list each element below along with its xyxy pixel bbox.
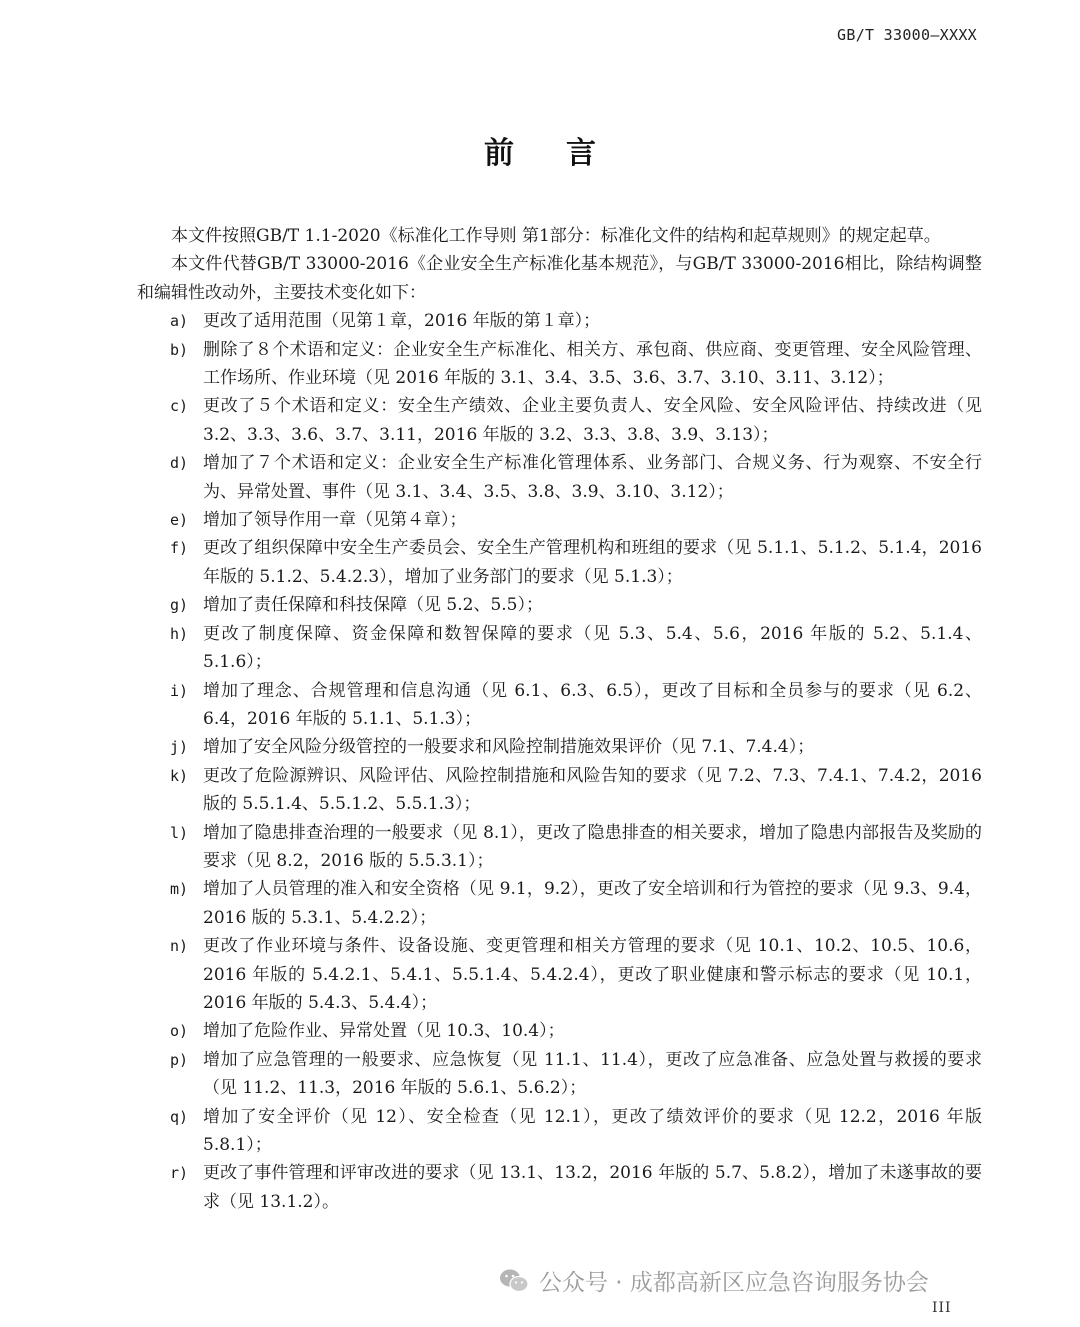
list-item-text: 更改了作业环境与条件、设备设施、变更管理和相关方管理的要求（见 10.1、10.2、10.5、10.6，2016 年版的 5.4.2.1、5.4.1、5.5.1.4、5.4.2.4），更改了职业健康和警示标志的要求（见 10.1，2016 年版的 5.4.3、5.4.4）； [203,936,982,1013]
list-item [137,534,982,591]
list-item [137,307,982,335]
list-item [137,819,982,876]
list-item-text: 删除了８个术语和定义：企业安全生产标准化、相关方、承包商、供应商、变更管理、安全风险管理、工作场所、作业环境（见 2016 年版的 3.1、3.4、3.5、3.6、3.7、3.10、3.11、3.12）； [203,339,982,389]
list-item [137,762,982,819]
list-item [137,392,982,449]
list-item [137,733,982,761]
list-item-text: 增加了理念、合规管理和信息沟通（见 6.1、6.3、6.5），更改了目标和全员参与的要求（见 6.2、6.4，2016 年版的 5.1.1、5.1.3）； [203,680,982,729]
list-marker: b) [170,340,189,359]
list-item-text: 更改了组织保障中安全生产委员会、安全生产管理机构和班组的要求（见 5.1.1、5.1.2、5.1.4，2016 年版的 5.1.2、5.4.2.3），增加了业务部门的要求（见 5.1.3）； [203,538,982,587]
intro-paragraph-1: 本文件按照GB/T 1.1-2020《标准化工作导则 第1部分：标准化文件的结构和起草规则》的规定起草。 [171,226,941,246]
list-item [137,591,982,619]
list-marker: l) [170,823,189,842]
list-item-text: 增加了７个术语和定义：企业安全生产标准化管理体系、业务部门、合规义务、行为观察、不安全行为、异常处置、事件（见 3.1、3.4、3.5、3.8、3.9、3.10、3.12）； [203,453,982,502]
list-marker: o) [170,1022,189,1041]
list-marker: p) [170,1050,189,1069]
list-item-text: 增加了安全评价（见 12）、安全检查（见 12.1），更改了绩效评价的要求（见 12.2，2016 年版 5.8.1）； [203,1106,982,1155]
list-item [137,449,982,506]
list-marker: e) [170,511,189,530]
list-marker: g) [170,596,189,615]
list-item [137,1046,982,1103]
list-marker: f) [170,539,189,558]
list-item [137,932,982,1017]
list-item [137,620,982,677]
list-item [137,1103,982,1160]
list-item-text: 更改了制度保障、资金保障和数智保障的要求（见 5.3、5.4、5.6，2016 年版的 5.2、5.1.4、5.1.6）； [203,623,982,673]
change-list [137,307,982,1216]
list-marker: q) [170,1107,189,1126]
list-marker: n) [170,937,189,956]
list-marker: a) [170,312,189,331]
list-item-text: 增加了隐患排查治理的一般要求（见 8.1），更改了隐患排查的相关要求，增加了隐患内部报告及奖励的要求（见 8.2，2016 版的 5.5.3.1）； [203,822,982,871]
list-item-text: 增加了领导作用一章（见第４章）； [203,510,467,531]
list-item-text: 增加了人员管理的准入和安全资格（见 9.1，9.2），更改了安全培训和行为管控的要求（见 9.3、9.4，2016 版的 5.3.1、5.4.2.2）； [203,879,982,928]
foreword-body [137,222,982,1216]
list-item-text: 增加了危险作业、异常处置（见 10.3、10.4）； [203,1021,565,1042]
list-item-text: 更改了适用范围（见第１章，2016 年版的第１章）； [203,311,601,332]
list-item [137,336,982,393]
list-marker: h) [170,624,189,643]
list-item [137,875,982,932]
page-title: 前言 [484,136,648,171]
list-item [137,506,982,534]
list-item [137,677,982,734]
list-item [137,1017,982,1045]
page-number: III [932,1300,952,1316]
watermark-text: 公众号 · 成都高新区应急咨询服务协会 [539,1270,929,1296]
list-marker: i) [170,681,189,700]
list-marker: j) [170,738,189,757]
list-item-text: 更改了５个术语和定义：安全生产绩效、企业主要负责人、安全风险、安全风险评估、持续改进（见 3.2、3.3、3.6、3.7、3.11，2016 年版的 3.2、3.3、3.8、3.9、3.13）； [203,396,982,445]
list-marker: m) [170,880,189,899]
list-item-text: 更改了事件管理和评审改进的要求（见 13.1、13.2，2016 年版的 5.7、5.8.2），增加了未遂事故的要求（见 13.1.2）。 [203,1163,982,1212]
wechat-icon [499,1268,529,1294]
list-item-text: 更改了危险源辨识、风险评估、风险控制措施和风险告知的要求（见 7.2、7.3、7.4.1、7.4.2，2016 版的 5.5.1.4、5.5.1.2、5.5.1.3）； [203,765,982,815]
list-item [137,1159,982,1216]
list-item-text: 增加了责任保障和科技保障（见 5.2、5.5）； [203,595,543,616]
list-item-text: 增加了应急管理的一般要求、应急恢复（见 11.1、11.4），更改了应急准备、应急处置与救援的要求（见 11.2、11.3，2016 年版的 5.6.1、5.6.2）； [203,1049,982,1099]
list-marker: k) [170,766,189,785]
list-marker: r) [170,1164,189,1183]
list-marker: c) [170,397,189,416]
watermark [499,1264,929,1297]
list-marker: d) [170,454,189,473]
intro-paragraph-2: 本文件代替GB/T 33000-2016《企业安全生产标准化基本规范》，与GB/T 33000-2016相比，除结构调整和编辑性改动外，主要技术变化如下： [137,254,982,303]
list-item-text: 增加了安全风险分级管控的一般要求和风险控制措施效果评价（见 7.1、7.4.4）； [203,737,815,758]
document-code: GB/T 33000—XXXX [837,26,977,44]
